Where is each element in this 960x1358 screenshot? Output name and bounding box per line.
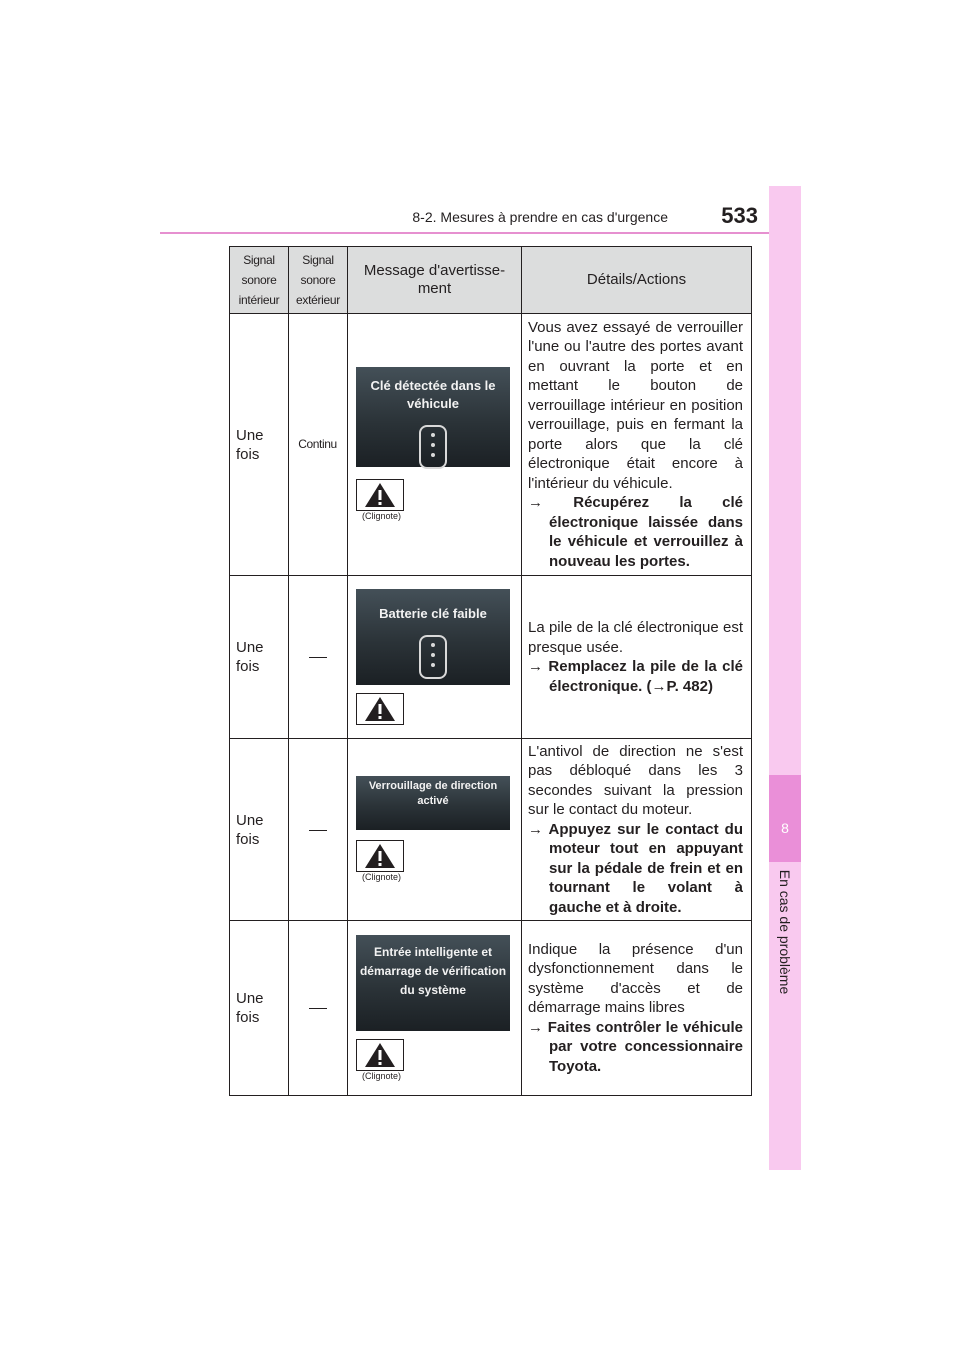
details-text: Indique la présence d'un dysfonctionnement dans le système d'accès et de démarrage mains libres bbox=[528, 940, 743, 1017]
chapter-number: 8 bbox=[781, 820, 789, 836]
details-cell bbox=[522, 576, 752, 739]
details-text: L'antivol de direction ne s'est pas débloqué dans les 3 secondes suivant la pression sur le contact du moteur. bbox=[528, 742, 743, 819]
exterior-buzzer-cell bbox=[289, 576, 348, 739]
action-text: → Faites contrôler le véhicule par votre concessionnaire Toyota. bbox=[528, 1018, 743, 1075]
display-screen bbox=[356, 935, 510, 1031]
electronic-key-icon bbox=[419, 635, 447, 679]
dash-mark bbox=[309, 657, 327, 658]
dash-mark bbox=[309, 1008, 327, 1009]
header-interior-buzzer: Signal sonore intérieur bbox=[230, 247, 289, 314]
table-header-row bbox=[230, 247, 752, 314]
warning-message-cell bbox=[348, 739, 522, 921]
interior-buzzer-cell: Une fois bbox=[230, 739, 289, 921]
display-screen bbox=[356, 589, 510, 685]
exterior-buzzer-cell: Continu bbox=[289, 314, 348, 576]
display-screen bbox=[356, 776, 510, 830]
details-cell bbox=[522, 921, 752, 1096]
details-cell bbox=[522, 314, 752, 576]
interior-buzzer-cell: Une fois bbox=[230, 576, 289, 739]
details-cell bbox=[522, 739, 752, 921]
section-title: 8-2. Mesures à prendre en cas d'urgence bbox=[412, 209, 668, 225]
screen-message: Entrée intelligente et démarrage de vérification du système bbox=[359, 944, 507, 997]
header-exterior-buzzer: Signal sonore extérieur bbox=[289, 247, 348, 314]
warning-triangle-icon bbox=[356, 840, 404, 872]
details-text: Vous avez essayé de verrouiller l'une ou l'autre des portes avant en ouvrant la porte et en mettant le bouton de verrouillage intérieur en position verrouillage, puis en fermant la porte alors que la clé électronique était encore à l'intérieur du véhicule. bbox=[528, 318, 743, 492]
table-row bbox=[230, 576, 752, 739]
dash-mark bbox=[309, 830, 327, 831]
screen-message: Verrouillage de direction activé bbox=[368, 780, 498, 807]
chapter-tab bbox=[769, 186, 801, 1170]
table-row bbox=[230, 314, 752, 576]
details-text: La pile de la clé électronique est presque usée. bbox=[528, 619, 743, 656]
blink-caption: (Clignote) bbox=[362, 1070, 402, 1081]
action-text: → Remplacez la pile de la clé électronique. (→P. 482) bbox=[528, 658, 743, 695]
warning-message-cell bbox=[348, 576, 522, 739]
header-warning-message: Message d'avertisse-ment bbox=[348, 247, 522, 314]
table-row bbox=[230, 921, 752, 1096]
page-number: 533 bbox=[721, 203, 758, 228]
warning-triangle-icon bbox=[356, 479, 404, 511]
screen-message: Clé détectée dans le véhicule bbox=[370, 378, 496, 411]
action-text: → Appuyez sur le contact du moteur tout en appuyant sur la pédale de frein et en tournant le volant à gauche et à droite. bbox=[528, 820, 743, 916]
action-text: → Récupérez la clé électronique laissée dans le véhicule et verrouillez à nouveau les portes. bbox=[528, 494, 743, 570]
warning-table bbox=[229, 246, 752, 1096]
interior-buzzer-cell: Une fois bbox=[230, 921, 289, 1096]
chapter-title: En cas de problème bbox=[777, 869, 793, 995]
blink-caption: (Clignote) bbox=[362, 511, 402, 521]
warning-triangle-icon bbox=[356, 1039, 404, 1071]
header-rule bbox=[160, 232, 800, 234]
header-details-actions: Détails/Actions bbox=[522, 247, 752, 314]
warning-message-cell bbox=[348, 921, 522, 1096]
chapter-tab-marker bbox=[769, 775, 801, 862]
exterior-buzzer-cell bbox=[289, 739, 348, 921]
interior-buzzer-cell: Une fois bbox=[230, 314, 289, 576]
display-screen bbox=[356, 367, 510, 467]
exterior-buzzer-cell bbox=[289, 921, 348, 1096]
warning-message-cell bbox=[348, 314, 522, 576]
table-row bbox=[230, 739, 752, 921]
electronic-key-icon bbox=[419, 425, 447, 469]
warning-triangle-icon bbox=[356, 693, 404, 725]
screen-message: Batterie clé faible bbox=[379, 606, 487, 621]
blink-caption: (Clignote) bbox=[362, 872, 402, 882]
